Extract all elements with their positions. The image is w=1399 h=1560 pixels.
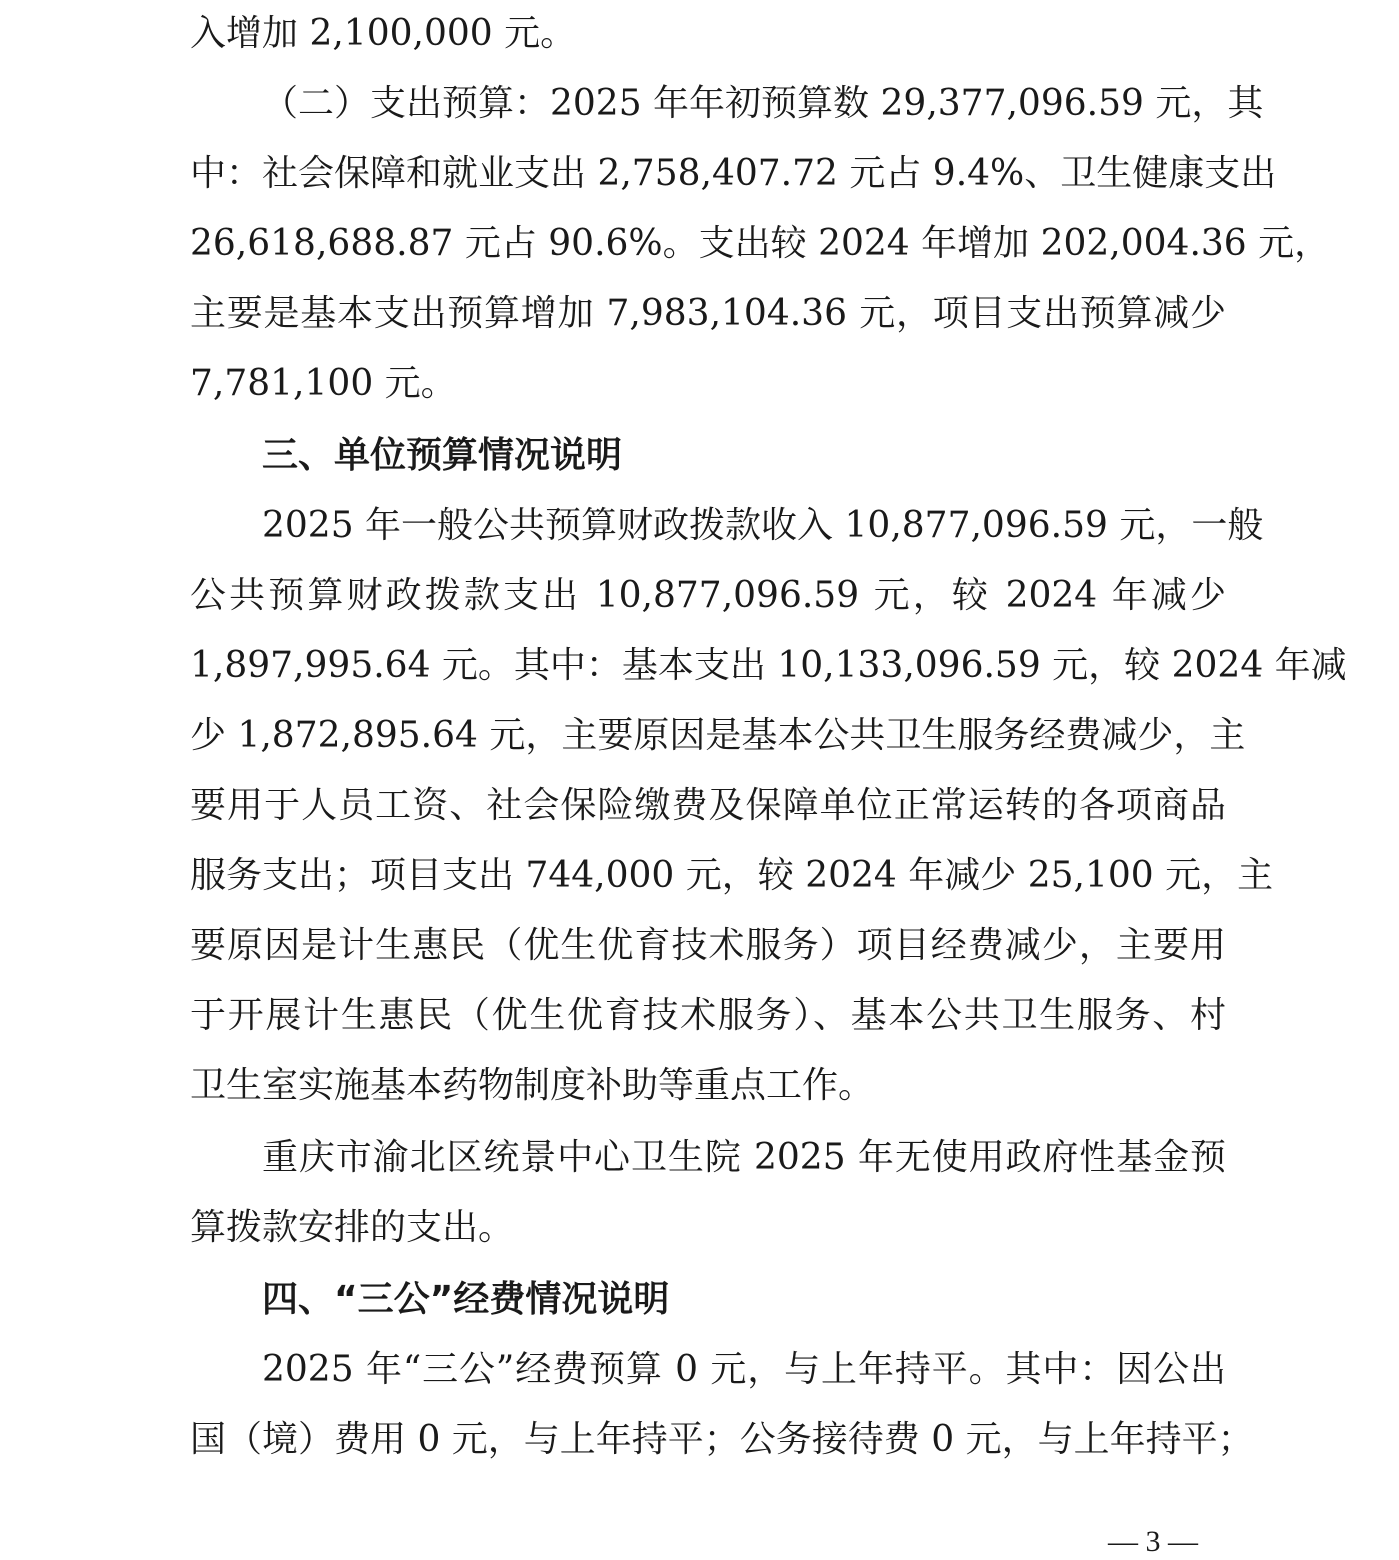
paragraph-line: 中：社会保障和就业支出 2,758,407.72 元占 9.4%、卫生健康支出 <box>190 153 1277 194</box>
paragraph-line: 少 1,872,895.64 元，主要原因是基本公共卫生服务经费减少，主 <box>190 715 1246 756</box>
paragraph-line: 于开展计生惠民（优生优育技术服务）、基本公共卫生服务、村 <box>190 995 1226 1036</box>
paragraph-line: 1,897,995.64 元。其中：基本支出 10,133,096.59 元，较 2024 年减 <box>190 645 1347 686</box>
paragraph-line: 26,618,688.87 元占 90.6%。支出较 2024 年增加 202,004.36 元， <box>190 223 1331 264</box>
paragraph-line: 入增加 2,100,000 元。 <box>190 13 577 54</box>
paragraph-line: 主要是基本支出预算增加 7,983,104.36 元，项目支出预算减少 <box>190 293 1226 334</box>
section-heading: 三、单位预算情况说明 <box>262 435 623 476</box>
paragraph-line: 要用于人员工资、社会保险缴费及保障单位正常运转的各项商品 <box>190 785 1226 826</box>
paragraph-line: （二）支出预算：2025 年年初预算数 29,377,096.59 元，其 <box>262 83 1264 124</box>
paragraph-line: 算拨款安排的支出。 <box>190 1207 515 1248</box>
paragraph-line: 7,781,100 元。 <box>190 363 457 404</box>
paragraph-line: 公共预算财政拨款支出 10,877,096.59 元，较 2024 年减少 <box>190 575 1226 616</box>
paragraph-line: 要原因是计生惠民（优生优育技术服务）项目经费减少，主要用 <box>190 925 1226 966</box>
section-heading: 四、“三公”经费情况说明 <box>262 1279 670 1320</box>
paragraph-line: 重庆市渝北区统景中心卫生院 2025 年无使用政府性基金预 <box>262 1137 1226 1178</box>
paragraph-line: 国（境）费用 0 元，与上年持平；公务接待费 0 元，与上年持平； <box>190 1419 1254 1460</box>
paragraph-line: 服务支出；项目支出 744,000 元，较 2024 年减少 25,100 元，主 <box>190 855 1274 896</box>
paragraph-line: 卫生室实施基本药物制度补助等重点工作。 <box>190 1065 875 1106</box>
page-number: — 3 — <box>1108 1525 1198 1558</box>
paragraph-line: 2025 年“三公”经费预算 0 元，与上年持平。其中：因公出 <box>262 1349 1226 1390</box>
paragraph-line: 2025 年一般公共预算财政拨款收入 10,877,096.59 元，一般 <box>262 505 1264 546</box>
